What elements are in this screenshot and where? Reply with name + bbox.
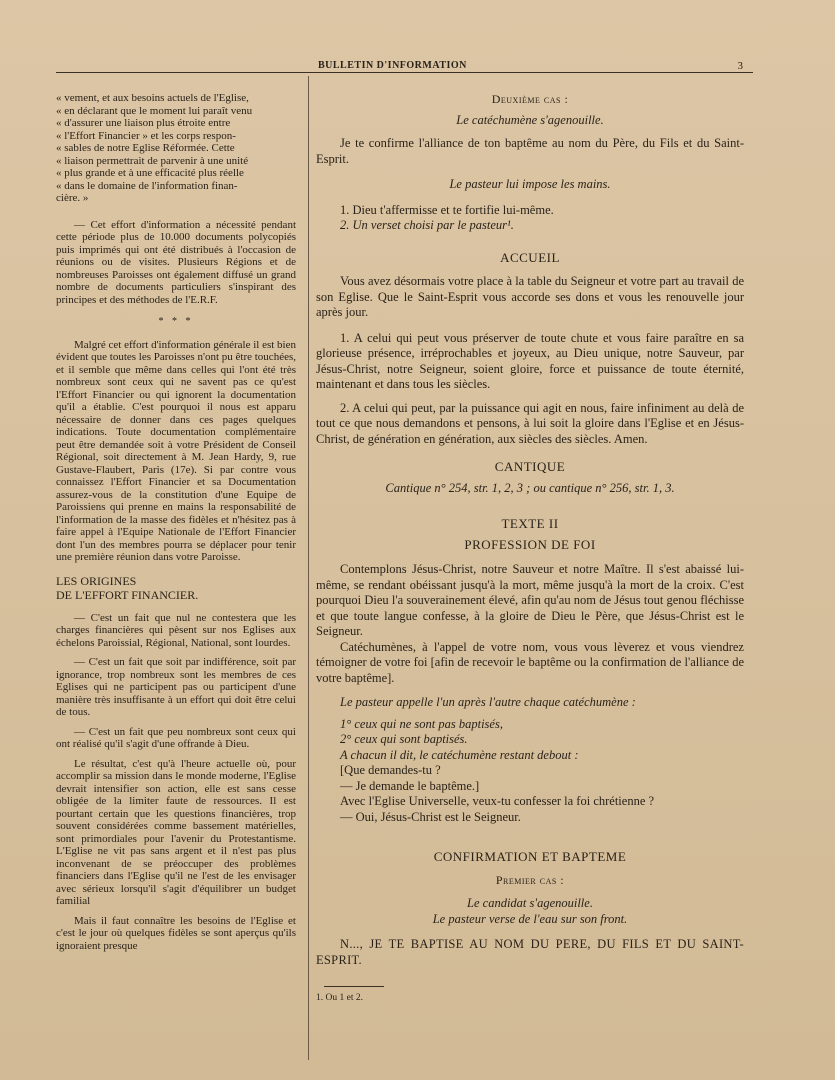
paragraph-effort-information: — Cet effort d'information a nécessité pendant cette période plus de 10.000 documents polycopiés puis imprimés qui ont été distribués à l'occasion de réunions ou de visites. Plusieurs Régions et de nombreuses Paroisses ont également diffusé un grand nombre de documents particuliers s'inspirant des principes et des méthodes de l'E.R.F. [56,218,296,306]
section-heading-origines [56,574,296,602]
text-profession-2: Catéchumènes, à l'appel de votre nom, vous vous lèverez et vous viendrez témoigner de votre foi [afin de recevoir le baptême ou la confirmation de l'alliance de votre baptême]. [316,639,744,685]
section-heading-line-2: DE L'EFFORT FINANCIER. [56,587,199,602]
quote-line: « dans le domaine de l'information finan- [56,179,238,192]
running-header-title: BULLETIN D'INFORMATION [318,60,467,71]
text-je-te-baptise: N..., JE TE BAPTISE AU NOM DU PERE, DU FILS ET DU SAINT-ESPRIT. [316,937,744,967]
heading-deuxieme-cas: Deuxième cas : [491,92,569,106]
heading-profession-de-foi: PROFESSION DE FOI [464,536,596,552]
paragraph-connaitre: Mais il faut connaître les besoins de l'Eglise et c'est le jour où quelques fidèles se sont aperçus qu'ils ignoraient presque [56,914,296,952]
text-demande-bapteme: — Je demande le baptême.] [340,778,480,793]
right-column [316,92,744,1007]
page-number: 3 [737,60,743,72]
rubric-verse-eau: Le pasteur verse de l'eau sur son front. [432,911,628,926]
left-column [56,92,296,952]
quote-block [56,92,296,205]
paragraph-resultat: Le résultat, c'est qu'à l'heure actuelle où, pour accomplir sa mission dans le monde moderne, l'Eglise devrait intensifier son action, elle est sans cesse obligée de la limiter faute de ressources. Il est pourtant certain que les questions financières, trop souvent considérées comme bassement matérielles, sont primordiales pour l'avenir du Protestantisme. L'Eglise ne vit pas sans argent et il n'est pas plus inconvenant de se préoccuper des problèmes financiers dans l'Eglise qu'il ne l'est de les envisager avec sérieux lorsqu'il s'agit d'équilibrer un budget familial [56,757,296,907]
paragraph-malgre: Malgré cet effort d'information générale il est bien évident que toutes les Paroisses n'ont pu être touchées, et il semble que même dans celles qui l'ont été très nombreux sont ceux qui ne savent pas ce qu'est l'Effort Financier ou qui ignorent la documentation qu'il a établie. C'est pourquoi il nous est apparu nécessaire de donner dans ces pages quelques indications. Toute documentation complémentaire peut être demandée soit à votre Président de Conseil Régional, soit directement à M. Jean Hardy, 9, rue Gustave-Flaubert, Paris (17e). Si par contre vous connaissez l'Effort Financier et sa Documentation assurez-vous de la constitution d'une Equipe de Paroissiens qui prenne en mains la responsabilité de l'information de la masse des fidèles et n'hésitez pas à faire appel à l'Equipe Nationale de l'Effort Financier dont l'un des membres pourra se déplacer pour tenir une première réunion dans votre Paroisse. [56,338,296,563]
footnote: 1. Ou 1 et 2. [316,993,363,1003]
section-heading-line-1: LES ORIGINES [56,573,137,588]
paragraph-fait-3: — C'est un fait que peu nombreux sont ceux qui ont réalisé qu'il s'agit d'une offrande à Dieu. [56,725,296,750]
text-oui: — Oui, Jésus-Christ est le Seigneur. [340,809,521,824]
quote-line: « liaison permettrait de parvenir à une unité [56,154,249,167]
quote-line: « en déclarant que le moment lui paraît venu [56,104,253,117]
quote-line: « vement, et aux besoins actuels de l'Eglise, [56,92,249,104]
rubric-candidat-agenouille: Le candidat s'agenouille. [467,896,593,910]
text-avec-eglise: Avec l'Eglise Universelle, veux-tu confesser la foi chrétienne ? [340,794,655,808]
list-item-1: 1. Dieu t'affermisse et te fortifie lui-même. [340,202,554,217]
text-confirme: Je te confirme l'alliance de ton baptême au nom du Père, du Fils et du Saint-Esprit. [316,136,744,166]
list-item-non-baptises: 1° ceux qui ne sont pas baptisés, [340,716,503,731]
quote-line: « l'Effort Financier » et les corps respon- [56,129,236,142]
header-rule [56,72,753,73]
list-item-baptises: 2° ceux qui sont baptisés. [340,732,468,746]
footnote-rule [324,986,384,987]
heading-accueil: ACCUEIL [500,249,560,265]
doxology-2: 2. A celui qui peut, par la puissance qui agit en nous, faire infiniment au delà de tout ce que nous demandons et pensons, à lui soit la gloire dans l'Eglise et en Jésus-Christ, de génération en génération, aux siècles des siècles. Amen. [316,400,744,446]
heading-texte-ii: TEXTE II [501,516,559,531]
footnote-area [316,986,744,1007]
text-que-demandes: [Que demandes-tu ? [340,763,441,777]
list-item-2: 2. Un verset choisi par le pasteur¹. [340,218,514,232]
rubric-a-chacun: A chacun il dit, le catéchumène restant debout : [340,747,579,762]
heading-premier-cas: Premier cas : [495,872,565,887]
quote-line: cière. » [56,192,89,204]
text-accueil: Vous avez désormais votre place à la table du Seigneur et votre part au travail de son Eglise. Que le Saint-Esprit vous accorde ses dons et vous les renouvelle jour après jour. [316,274,744,319]
rubric-pasteur-appelle: Le pasteur appelle l'un après l'autre chaque catéchumène : [340,695,636,709]
heading-confirmation-bapteme: CONFIRMATION ET BAPTEME [433,849,627,864]
rubric-catechumene-agenouille: Le catéchumène s'agenouille. [456,112,604,127]
quote-line: « sables de notre Eglise Réformée. Cette [56,142,235,154]
quote-line: « plus grande et à une efficacité plus réelle [56,167,244,179]
heading-cantique: CANTIQUE [494,459,566,474]
rubric-pasteur-impose: Le pasteur lui impose les mains. [449,177,611,191]
quote-line: « d'assurer une liaison plus étroite entre [56,117,231,129]
text-cantique: Cantique n° 254, str. 1, 2, 3 ; ou cantique n° 256, str. 1, 3. [385,480,675,495]
paragraph-fait-1: — C'est un fait que nul ne contestera que les charges financières qui pèsent sur nos Eglises aux échelons Paroissial, Régional, National, sont lourdes. [56,611,296,649]
paragraph-fait-2: — C'est un fait que soit par indifférence, soit par ignorance, trop nombreux sont les membres de ces Eglises qui ne participent pas ou participent d'une manière très insuffisante à un effort qui doit être celui de tous. [56,656,296,718]
column-divider [308,76,309,1060]
doxology-1: 1. A celui qui peut vous préserver de toute chute et vous faire paraître en sa glorieuse présence, irréprochables et joyeux, au Dieu unique, notre Sauveur, par Jésus-Christ, notre Seigneur, soient gloire, force et puissance de toute éternité, maintenant et dans tous les siècles. [316,330,744,391]
text-profession-1: Contemplons Jésus-Christ, notre Sauveur et notre Maître. Il s'est abaissé lui-même, se rendant obéissant jusqu'à la mort, même jusqu'à la mort de la croix. C'est pourquoi Dieu l'a souverainement élevé, afin qu'au nom de Jésus tout genou fléchisse et que toute langue confesse, à la gloire de Dieu le Père, que Jésus-Christ est le Seigneur. [316,562,744,638]
section-stars: * * * [158,316,194,327]
